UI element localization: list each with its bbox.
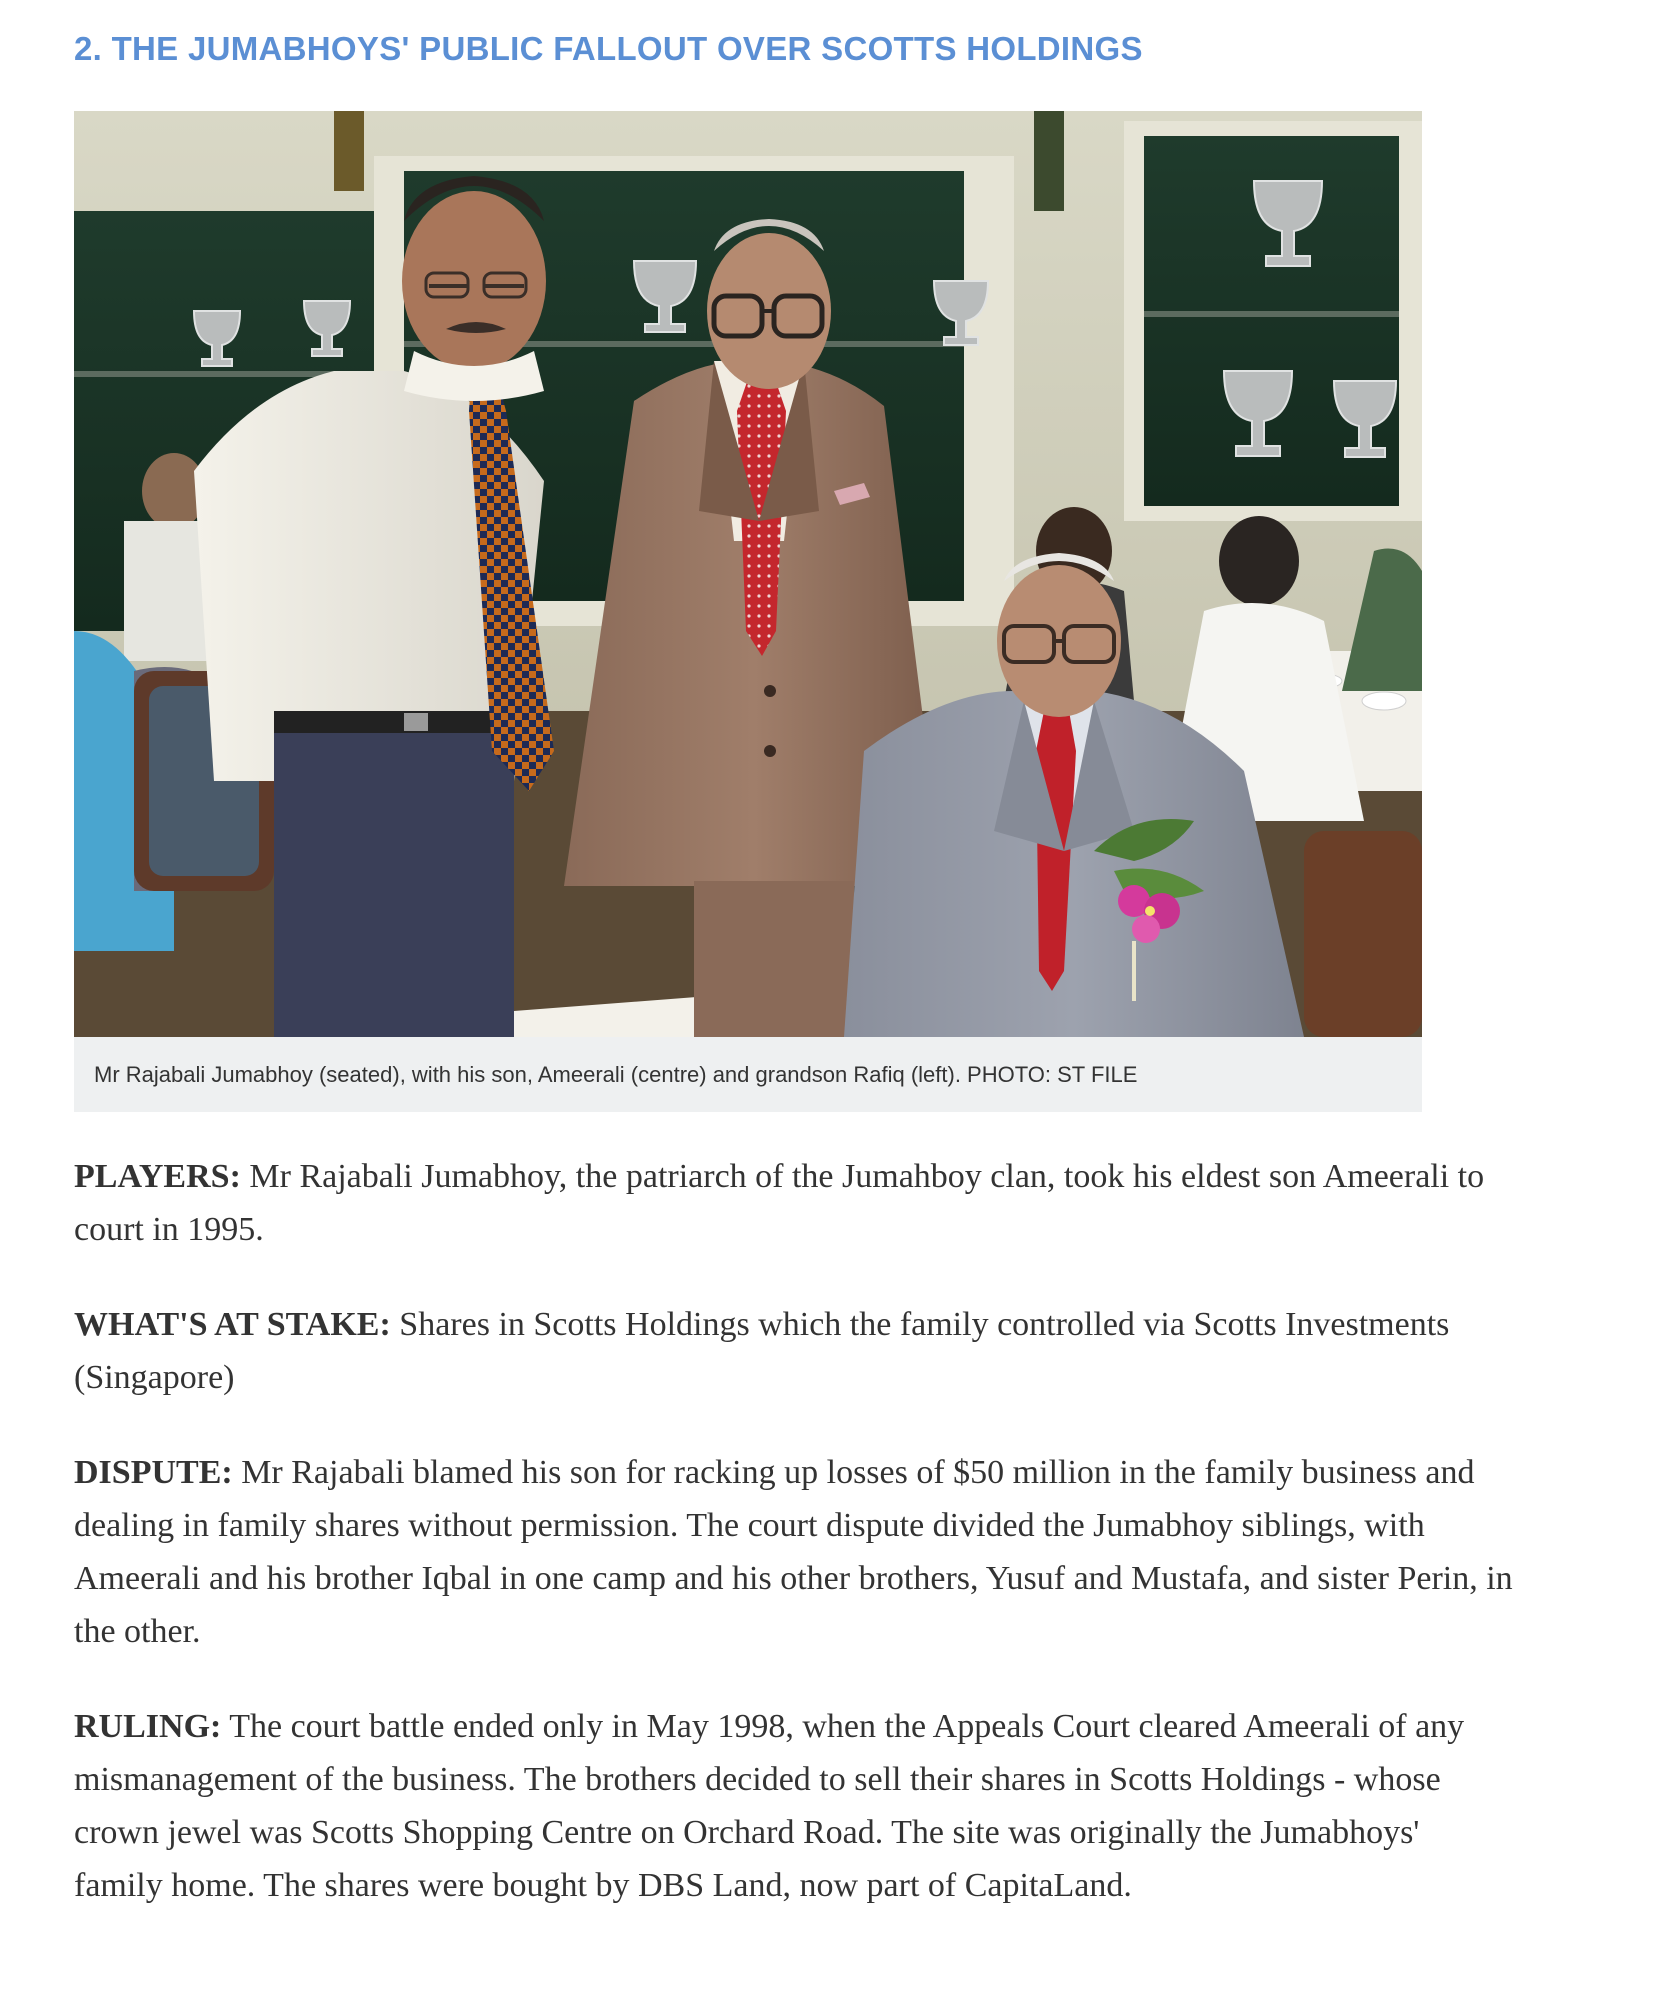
paragraph-label: PLAYERS: (74, 1158, 241, 1195)
paragraph-text: Shares in Scotts Holdings which the family controlled via Scotts Investments (Singapore) (74, 1306, 1450, 1396)
photo-figure (74, 111, 1422, 1112)
article-body (74, 1150, 1514, 1954)
paragraph-ruling (74, 1700, 1514, 1912)
paragraph-label: DISPUTE: (74, 1454, 233, 1491)
photo-caption: Mr Rajabali Jumabhoy (seated), with his son, Ameerali (centre) and grandson Rafiq (left). PHOTO: ST FILE (74, 1037, 1422, 1112)
photo-illustration (74, 111, 1422, 1037)
paragraph-text: The court battle ended only in May 1998, when the Appeals Court cleared Ameerali of any mismanagement of the business. The brothers decided to sell their shares in Scotts Holdings - whose crown jewel was Scotts Shopping Centre on Orchard Road. The site was originally the Jumabhoys' family home. The shares were bought by DBS Land, now part of CapitaLand. (74, 1708, 1465, 1904)
paragraph-text: Mr Rajabali Jumabhoy, the patriarch of the Jumahboy clan, took his eldest son Ameerali to court in 1995. (74, 1158, 1485, 1248)
photo (74, 111, 1422, 1037)
paragraph-text: Mr Rajabali blamed his son for racking up losses of $50 million in the family business and dealing in family shares without permission. The court dispute divided the Jumabhoy siblings, with Ameerali and his brother Iqbal in one camp and his other brothers, Yusuf and Mustafa, and sister Perin, in the other. (74, 1454, 1513, 1650)
section-heading: 2. THE JUMABHOYS' PUBLIC FALLOUT OVER SCOTTS HOLDINGS (74, 30, 1143, 67)
paragraph-dispute (74, 1446, 1514, 1658)
paragraph-label: RULING: (74, 1708, 222, 1745)
paragraph-label: WHAT'S AT STAKE: (74, 1306, 391, 1343)
paragraph-whats-at-stake (74, 1298, 1514, 1404)
paragraph-players (74, 1150, 1514, 1256)
